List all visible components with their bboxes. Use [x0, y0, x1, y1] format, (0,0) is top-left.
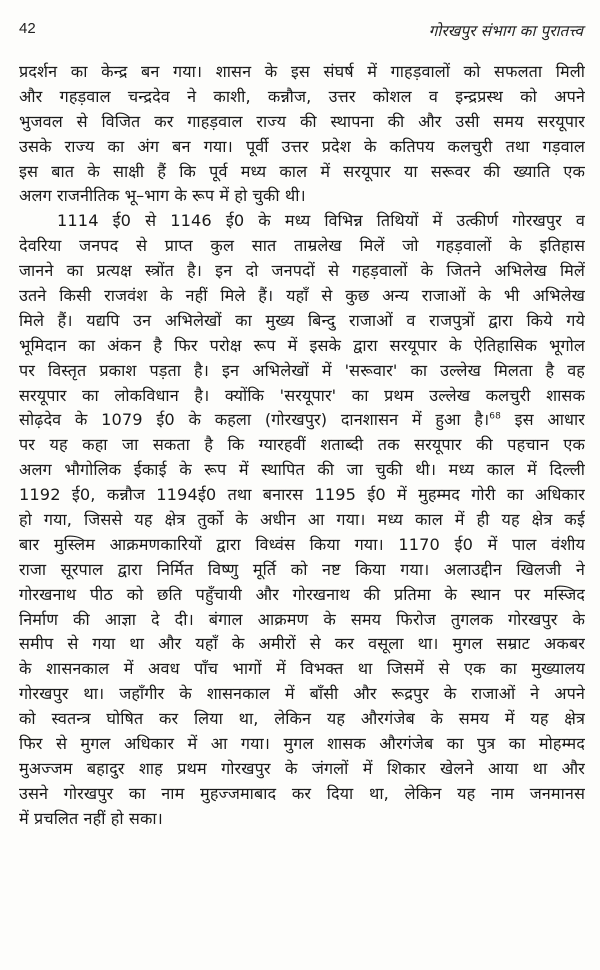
page-number: 42	[19, 20, 36, 37]
text-line: भुजवल से विजित कर गाहड़वाल राज्य की स्थापना की और उसी समय सरयूपार	[19, 111, 585, 131]
text-line: प्रदर्शन का केन्द्र बन गया। शासन के इस संघर्ष में गाहड़वालों को सफलता मिली	[19, 62, 585, 81]
text-line: को स्वतन्त्र घोषित कर लिया था, लेकिन यह औरगंजेब के समय में यह क्षेत्र	[19, 709, 585, 729]
text-line: पर यह कहा जा सकता है कि ग्यारहवीं शताब्दी तक सरयूपार की पहचान एक	[19, 435, 585, 455]
text-line: हो गया, जिससे यह क्षेत्र तुर्को के अधीन आ गया। मध्य काल में ही यह क्षेत्र कई	[19, 510, 585, 530]
text-line: 1192 ई0, कन्नौज 1194ई0 तथा बनारस 1195 ई0 में मुहम्मद गोरी का अधिकार	[19, 485, 585, 505]
text-line: निर्माण की आज्ञा दे दी। बंगाल आक्रमण के समय फिरोज तुगलक गोरखपुर के	[19, 609, 585, 629]
text-line: अलग राजनीतिक भू–भाग के रूप में हो चुकी थी।	[19, 186, 306, 206]
text-line: जानने का प्रत्यक्ष स्त्रोंत है। इन दो जनपदों से गहड़वालों के जितने अभिलेख मिलें	[19, 261, 585, 281]
text-line: सरयूपार का लोकविधान है। क्योंकि 'सरयूपार' का प्रथम उल्लेख कलचुरी शासक	[19, 385, 585, 405]
text-line: देवरिया जनपद से प्राप्त कुल सात ताम्रलेख मिलें जो गहड़वालों के इतिहास	[19, 236, 585, 256]
text-segment: इस आधार	[500, 410, 585, 430]
text-line: गोरखपुर था। जहाँगीर के शासनकाल में बाँसी और रूद्रपुर के राजाओं ने अपने	[19, 684, 585, 704]
text-line: पर विस्तृत प्रकाश पड़ता है। इन अभिलेखों में 'सरूवार' का उल्लेख मिलता है वह	[19, 360, 585, 380]
text-line: उसके राज्य का अंग बन गया। पूर्वी उत्तर प्रदेश के कतिपय कलचुरी तथा गड़वाल	[19, 136, 585, 156]
text-line: इस बात के साक्षी हैं कि पूर्व मध्य काल में सरयूपार या सरूवर की ख्याति एक	[19, 161, 585, 181]
text-line: और गहड़वाल चन्द्रदेव ने काशी, कन्नौज, उत्तर कोशल व इन्द्रप्रस्थ को अपने	[19, 86, 585, 106]
text-line: गोरखनाथ पीठ को छति पहुँचायी और गोरखनाथ की प्रतिमा के स्थान पर मस्जिद	[19, 584, 585, 604]
running-header: गोरखपुर संभाग का पुरातत्त्व	[428, 22, 583, 40]
text-line: उतने किसी राजवंश के नहीं मिले हैं। यहाँ से कुछ अन्य राजाओं के भी अभिलेख	[19, 286, 585, 306]
text-line: 1114 ई0 से 1146 ई0 के मध्य विभिन्न तिथियों में उत्कीर्ण गोरखपुर व	[57, 211, 585, 231]
text-line-with-footnote	[19, 408, 585, 433]
text-segment: सोढ़देव के 1079 ई0 के कहला (गोरखपुर) दानशासन में हुआ है।	[19, 410, 490, 430]
text-line: अलग भौगोलिक ईकाई के रूप में स्थापित की जा चुकी थी। मध्य काल में दिल्ली	[19, 460, 585, 480]
text-line: उसने गोरखपुर का नाम मुहज्जमाबाद कर दिया था, लेकिन यह नाम जनमानस	[19, 783, 585, 803]
text-line: मिले हैं। यद्यपि उन अभिलेखों का मुख्य बिन्दु राजाओं व राजपुत्रों द्वारा किये गये	[19, 310, 585, 330]
body-text	[19, 60, 585, 832]
footnote-marker: 68	[489, 412, 501, 423]
text-line: में प्रचलित नहीं हो सका।	[19, 808, 163, 828]
text-line: के शासनकाल में अवध पाँच भागों में विभक्त था जिसमें से एक का मुख्यालय	[19, 659, 585, 679]
text-line: राजा सूरपाल द्वारा निर्मित विष्णु मूर्ति को नष्ट किया गया। अलाउद्दीन खिलजी ने	[19, 559, 585, 579]
text-line: भूमिदान का अंकन है फिर परोक्ष रूप में इसके द्वारा सरयूपार के ऐतिहासिक भूगोल	[19, 335, 585, 355]
text-line: बार मुस्लिम आक्रमणकारियों द्वारा विध्वंस किया गया। 1170 ई0 में पाल वंशीय	[19, 534, 585, 554]
text-line: समीप से गया था और यहाँ के अमीरों से कर वसूला था। मुगल सम्राट अकबर	[19, 634, 585, 654]
text-line: मुअज्जम बहादुर शाह प्रथम गोरखपुर के जंगलों में शिकार खेलने आया था और	[19, 758, 585, 778]
text-line: फिर से मुगल अधिकार में आ गया। मुगल शासक औरगंजेब का पुत्र का मोहम्मद	[19, 734, 585, 754]
